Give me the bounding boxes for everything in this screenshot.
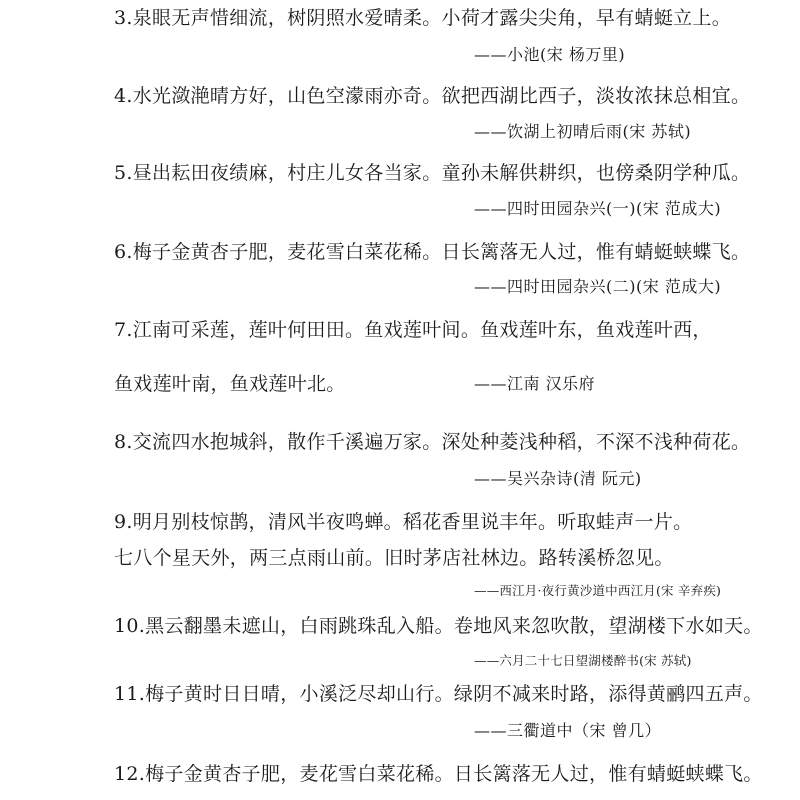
poem-attribution: ——饮湖上初晴后雨(宋 苏轼) [474,122,692,141]
poem-line: 12.梅子金黄杏子肥，麦花雪白菜花稀。日长篱落无人过，惟有蜻蜓蛱蝶飞。 [114,763,763,785]
poem-line: 8.交流四水抱城斜，散作千溪遍万家。深处种菱浅种稻，不深不浅种荷花。 [114,431,751,453]
poem-attribution: ——江南 汉乐府 [474,374,596,393]
poem-attribution: ——西江月·夜行黄沙道中西江月(宋 辛弃疾) [474,583,722,598]
poem-attribution: ——三衢道中（宋 曾几） [474,721,662,740]
poem-line: 6.梅子金黄杏子肥，麦花雪白菜花稀。日长篱落无人过，惟有蜻蜓蛱蝶飞。 [114,241,751,263]
poem-line: 5.昼出耘田夜绩麻，村庄儿女各当家。童孙未解供耕织，也傍桑阴学种瓜。 [114,162,751,184]
poem-attribution: ——吴兴杂诗(清 阮元) [474,469,642,488]
poem-attribution: ——小池(宋 杨万里) [474,45,626,64]
poem-line: 7.江南可采莲，莲叶何田田。鱼戏莲叶间。鱼戏莲叶东，鱼戏莲叶西， [114,319,712,341]
poem-line: 11.梅子黄时日日晴，小溪泛尽却山行。绿阴不减来时路，添得黄鹂四五声。 [114,683,763,705]
poem-attribution: ——六月二十七日望湖楼醉书(宋 苏轼) [474,653,692,668]
poem-line: 4.水光潋滟晴方好，山色空濛雨亦奇。欲把西湖比西子，淡妆浓抹总相宜。 [114,85,751,107]
poem-attribution: ——四时田园杂兴(一)(宋 范成大) [474,199,722,218]
poem-line: 9.明月别枝惊鹊，清风半夜鸣蝉。稻花香里说丰年。听取蛙声一片。 [114,511,693,533]
poem-line: 10.黑云翻墨未遮山，白雨跳珠乱入船。卷地风来忽吹散，望湖楼下水如天。 [114,615,763,637]
poem-attribution: ——四时田园杂兴(二)(宋 范成大) [474,277,722,296]
poem-line: 3.泉眼无声惜细流，树阴照水爱晴柔。小荷才露尖尖角，早有蜻蜓立上。 [114,7,732,29]
poem-line: 鱼戏莲叶南，鱼戏莲叶北。 [114,373,346,395]
poem-line: 七八个星天外，两三点雨山前。旧时茅店社林边。路转溪桥忽见。 [114,547,674,569]
